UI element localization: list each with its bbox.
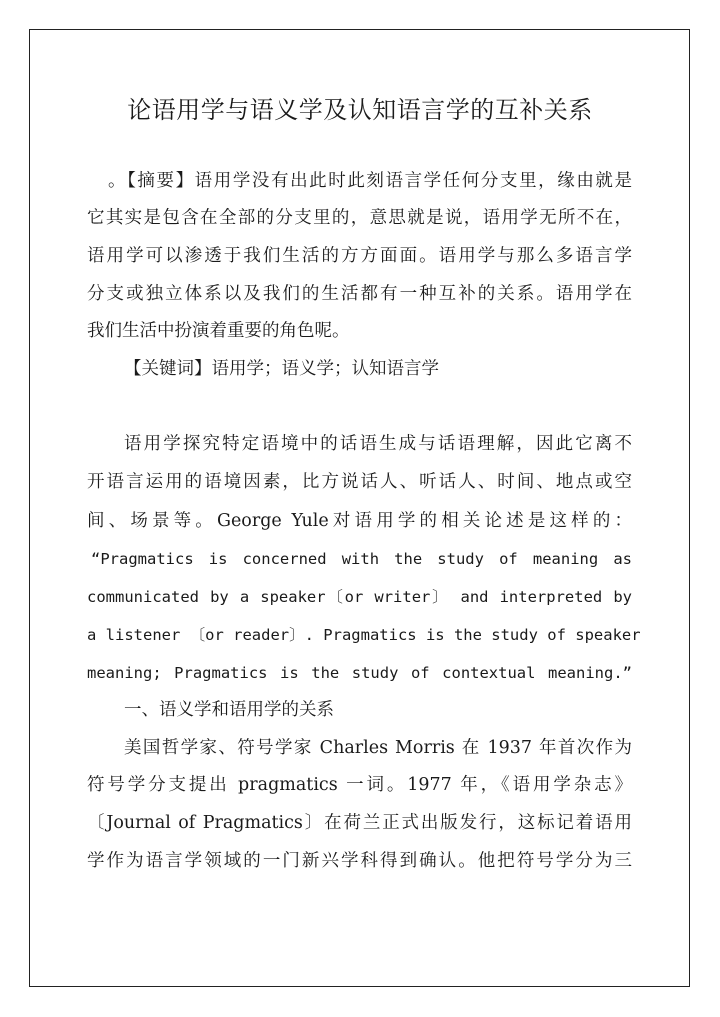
abstract-line-4: 分支或独立体系以及我们的生活都有一种互补的关系。语用学在	[87, 284, 632, 304]
body-line-2: 开语言运用的语境因素，比方说话人、听话人、时间、地点或空	[87, 472, 632, 492]
body-line-3: 间、场景等。George Yule对语用学的相关论述是这样的：	[87, 511, 632, 531]
body-quote-line-3: a listener 〔or reader〕. Pragmatics is the study of speaker	[87, 626, 641, 644]
abstract-line-5: 我们生活中扮演着重要的角色呢。	[87, 321, 350, 341]
document-title: 论语用学与语义学及认知语言学的互补关系	[127, 96, 593, 124]
body-quote-line-2: communicated by a speaker〔or writer〕 and interpreted by	[87, 588, 632, 606]
section-heading: 一、语义学和语用学的关系	[124, 700, 334, 720]
abstract-line-3: 语用学可以渗透于我们生活的方方面面。语用学与那么多语言学	[87, 246, 632, 266]
section-line-4: 学作为语言学领域的一门新兴学科得到确认。他把符号学分为三	[87, 851, 632, 871]
keywords: 【关键词】语用学；语义学；认知语言学	[124, 359, 439, 379]
section-line-2: 符号学分支提出 pragmatics 一词。1977 年，《语用学杂志》	[87, 775, 632, 795]
body-quote-line-4: meaning; Pragmatics is the study of contextual meaning.”	[87, 664, 632, 682]
body-quote-line-1: “Pragmatics is concerned with the study of meaning as	[91, 550, 632, 568]
abstract-line-2: 它其实是包含在全部的分支里的，意思就是说，语用学无所不在，	[87, 208, 632, 228]
section-line-3: 〔Journal of Pragmatics〕在荷兰正式出版发行，这标记着语用	[87, 813, 632, 833]
section-line-1: 美国哲学家、符号学家 Charles Morris 在 1937 年首次作为	[124, 738, 632, 758]
body-line-1: 语用学探究特定语境中的话语生成与话语理解，因此它离不	[124, 434, 632, 454]
abstract-line-1: 。【摘要】语用学没有出此时此刻语言学任何分支里，缘由就是	[108, 171, 632, 191]
